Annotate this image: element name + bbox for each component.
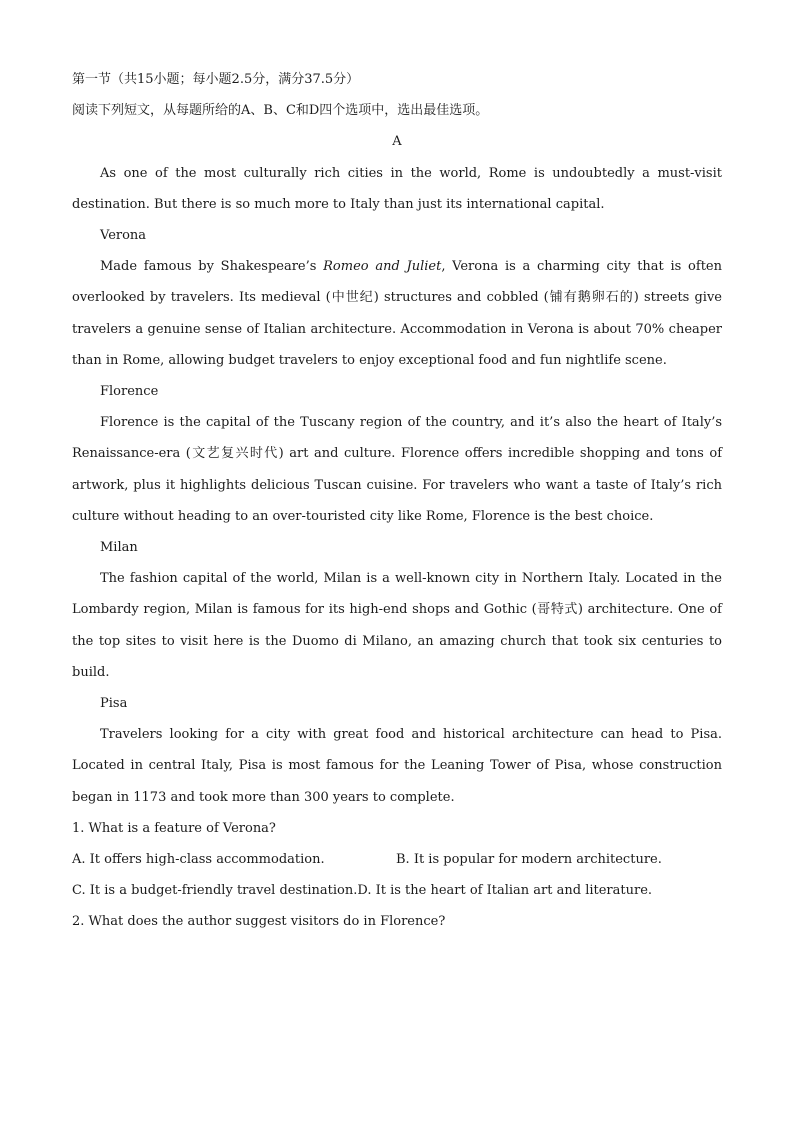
question-1-options-row-1 — [72, 844, 722, 875]
question-1-option-d[interactable]: D. It is the heart of Italian art and literature. — [357, 883, 653, 899]
verona-text-after: , Verona is a charming city that is often overlooked by travelers. Its medieval (中世纪) structures and cobbled (铺有鹅卵石的) streets give travelers a genuine sense of Italian architecture. Accommodation in Verona is about 70% cheaper than in Rome, allowing budget travelers to enjoy exceptional food and fun nightlife scene. — [72, 259, 722, 368]
section-instruction: 阅读下列短文，从每题所给的A、B、C和D四个选项中，选出最佳选项。 — [72, 103, 489, 119]
verona-text-before: Made famous by Shakespeare’s — [100, 259, 324, 275]
question-1-option-a[interactable]: A. It offers high-class accommodation. — [72, 852, 325, 868]
city-heading-pisa: Pisa — [100, 696, 128, 712]
city-paragraph-milan: The fashion capital of the world, Milan is a well-known city in Northern Italy. Located in the Lombardy region, Milan is famous for its high-end shops and Gothic (哥特式) architecture. One of the top sites to visit here is the Duomo di Milano, an amazing church that took six centuries to build. — [72, 571, 722, 680]
exam-page — [72, 64, 722, 938]
question-1-options-row-2 — [72, 875, 722, 906]
section-header: 第一节（共15小题；每小题2.5分，满分37.5分） — [72, 72, 360, 87]
question-1-stem: 1. What is a feature of Verona? — [72, 820, 276, 836]
question-1-option-c[interactable]: C. It is a budget-friendly travel destination. — [72, 883, 358, 899]
book-title: Romeo and Juliet — [323, 259, 442, 275]
city-heading-milan: Milan — [100, 540, 138, 556]
city-heading-florence: Florence — [100, 384, 159, 400]
city-paragraph-verona — [72, 251, 722, 376]
city-paragraph-pisa: Travelers looking for a city with great food and historical architecture can head to Pisa. Located in central Italy, Pisa is most famous for the Leaning Tower of Pisa, whose construction began in 1173 and took more than 300 years to complete. — [72, 727, 722, 805]
passage-intro: As one of the most culturally rich cities in the world, Rome is undoubtedly a must-visit destination. But there is so much more to Italy than just its international capital. — [72, 165, 722, 212]
city-heading-verona: Verona — [100, 228, 147, 244]
question-1-option-b[interactable]: B. It is popular for modern architecture. — [396, 852, 662, 868]
city-paragraph-florence: Florence is the capital of the Tuscany region of the country, and it’s also the heart of Italy’s Renaissance-era (文艺复兴时代) art and culture. Florence offers incredible shopping and tons of artwork, plus it highlights delicious Tuscan cuisine. For travelers who want a taste of Italy’s rich culture without heading to an over-touristed city like Rome, Florence is the best choice. — [72, 415, 722, 524]
question-2-stem: 2. What does the author suggest visitors do in Florence? — [72, 914, 446, 930]
passage-label: A — [392, 134, 402, 150]
